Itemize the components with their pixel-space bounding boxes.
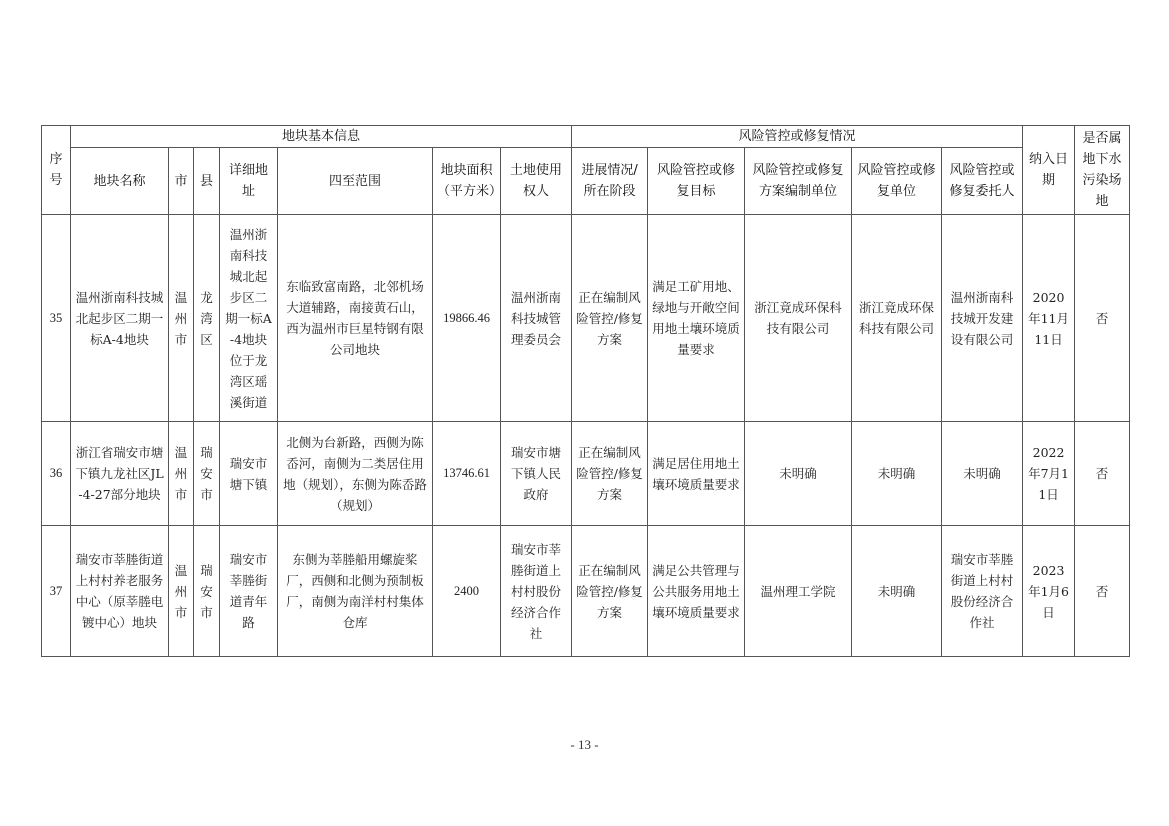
header-county: 县 [194, 148, 220, 215]
cell-city: 温州市 [169, 215, 194, 422]
page-number: - 13 - [570, 737, 599, 752]
header-basic-info: 地块基本信息 [71, 126, 572, 148]
cell-groundwater: 否 [1075, 526, 1130, 657]
cell-client: 瑞安市莘塍街道上村村股份经济合作社 [942, 526, 1023, 657]
cell-plan-unit: 浙江竟成环保科技有限公司 [745, 215, 852, 422]
header-area: 地块面积（平方米） [433, 148, 501, 215]
header-risk-control: 风险管控或修复情况 [572, 126, 1023, 148]
header-seq: 序号 [42, 126, 71, 215]
header-repair-unit: 风险管控或修复单位 [852, 148, 942, 215]
cell-date: 2020年11月11日 [1023, 215, 1075, 422]
header-plan-unit: 风险管控或修复方案编制单位 [745, 148, 852, 215]
header-progress: 进展情况/所在阶段 [572, 148, 648, 215]
cell-repair-unit: 未明确 [852, 422, 942, 526]
cell-groundwater: 否 [1075, 422, 1130, 526]
header-land-user: 土地使用权人 [501, 148, 572, 215]
cell-city: 温州市 [169, 526, 194, 657]
header-city: 市 [169, 148, 194, 215]
header-client: 风险管控或修复委托人 [942, 148, 1023, 215]
header-boundary: 四至范围 [278, 148, 433, 215]
table-row [42, 422, 1130, 526]
header-row-groups [42, 126, 1130, 148]
cell-city: 温州市 [169, 422, 194, 526]
cell-client: 未明确 [942, 422, 1023, 526]
cell-county: 瑞安市 [194, 526, 220, 657]
cell-area: 13746.61 [433, 422, 501, 526]
cell-county: 龙湾区 [194, 215, 220, 422]
header-address: 详细地址 [220, 148, 278, 215]
header-target: 风险管控或修复目标 [648, 148, 745, 215]
cell-address: 温州浙南科技城北起步区二期一标A-4地块位于龙湾区瑶溪街道 [220, 215, 278, 422]
cell-address: 瑞安市塘下镇 [220, 422, 278, 526]
cell-client: 温州浙南科技城开发建设有限公司 [942, 215, 1023, 422]
cell-repair-unit: 未明确 [852, 526, 942, 657]
table-row [42, 526, 1130, 657]
contaminated-sites-table [41, 125, 1130, 657]
cell-target: 满足公共管理与公共服务用地土壤环境质量要求 [648, 526, 745, 657]
cell-seq: 36 [42, 422, 71, 526]
cell-name: 温州浙南科技城北起步区二期一标A-4地块 [71, 215, 169, 422]
cell-area: 19866.46 [433, 215, 501, 422]
table-row [42, 215, 1130, 422]
cell-date: 2022年7月11日 [1023, 422, 1075, 526]
cell-seq: 35 [42, 215, 71, 422]
cell-date: 2023年1月6日 [1023, 526, 1075, 657]
cell-boundary: 东临致富南路，北邻机场大道辅路，南接黄石山，西为温州市巨星特钢有限公司地块 [278, 215, 433, 422]
cell-progress: 正在编制风险管控/修复方案 [572, 422, 648, 526]
cell-progress: 正在编制风险管控/修复方案 [572, 526, 648, 657]
cell-target: 满足居住用地土壤环境质量要求 [648, 422, 745, 526]
cell-boundary: 北侧为台新路，西侧为陈岙河，南侧为二类居住用地（规划），东侧为陈岙路（规划） [278, 422, 433, 526]
cell-boundary: 东侧为莘塍船用螺旋桨厂，西侧和北侧为预制板厂，南侧为南洋村村集体仓库 [278, 526, 433, 657]
cell-plan-unit: 未明确 [745, 422, 852, 526]
cell-repair-unit: 浙江竟成环保科技有限公司 [852, 215, 942, 422]
cell-plan-unit: 温州理工学院 [745, 526, 852, 657]
header-row-columns [42, 148, 1130, 215]
cell-land-user: 瑞安市塘下镇人民政府 [501, 422, 572, 526]
cell-name: 瑞安市莘塍街道上村村养老服务中心（原莘塍电镀中心）地块 [71, 526, 169, 657]
cell-name: 浙江省瑞安市塘下镇九龙社区JL-4-27部分地块 [71, 422, 169, 526]
cell-land-user: 瑞安市莘塍街道上村村股份经济合作社 [501, 526, 572, 657]
cell-target: 满足工矿用地、绿地与开敞空间用地土壤环境质量要求 [648, 215, 745, 422]
cell-county: 瑞安市 [194, 422, 220, 526]
cell-land-user: 温州浙南科技城管理委员会 [501, 215, 572, 422]
cell-seq: 37 [42, 526, 71, 657]
header-include-date: 纳入日期 [1023, 126, 1075, 215]
header-name: 地块名称 [71, 148, 169, 215]
cell-address: 瑞安市莘塍街道青年路 [220, 526, 278, 657]
cell-groundwater: 否 [1075, 215, 1130, 422]
cell-area: 2400 [433, 526, 501, 657]
cell-progress: 正在编制风险管控/修复方案 [572, 215, 648, 422]
header-groundwater: 是否属地下水污染场地 [1075, 126, 1130, 215]
